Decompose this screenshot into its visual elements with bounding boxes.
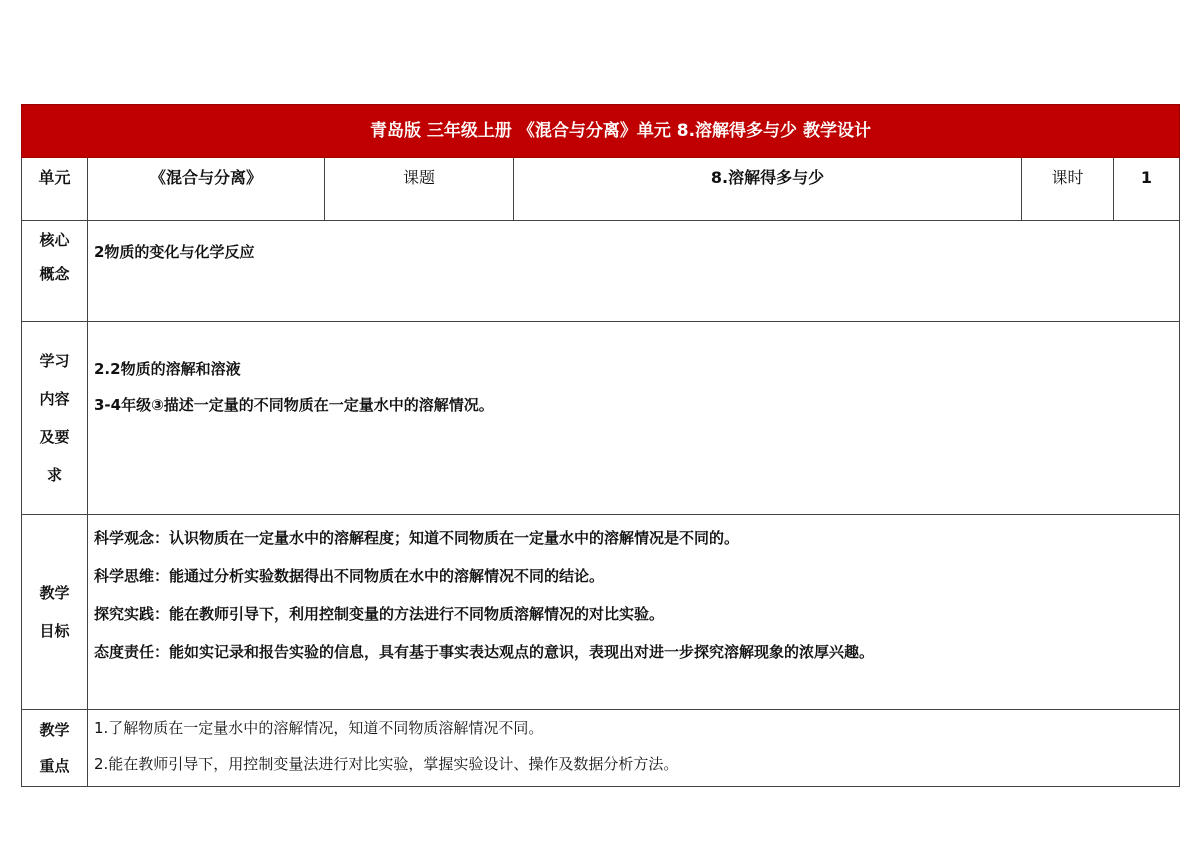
teaching-focus-row (22, 710, 1180, 787)
lesson-plan-table (21, 104, 1180, 787)
title-row (22, 105, 1180, 158)
learning-content-line: 3-4年级③描述一定量的不同物质在一定量水中的溶解情况。 (94, 396, 494, 414)
teaching-focus-label (22, 710, 88, 787)
teaching-goals-text (88, 515, 1180, 710)
teaching-focus-label-line: 教学 (39, 721, 70, 739)
document-title: 青岛版 三年级上册 《混合与分离》单元 8.溶解得多与少 教学设计 (370, 120, 871, 141)
learning-content-row (22, 322, 1180, 515)
topic-value: 8.溶解得多与少 (514, 158, 1022, 221)
teaching-goals-label (22, 515, 88, 710)
teaching-focus-line: 2.能在教师引导下，用控制变量法进行对比实验，掌握实验设计、操作及数据分析方法。 (94, 755, 679, 773)
teaching-focus-text (88, 710, 1180, 787)
header-row (22, 158, 1180, 221)
teaching-focus-label-line: 重点 (39, 757, 70, 775)
core-concept-row (22, 221, 1180, 322)
core-concept-label-line: 概念 (39, 265, 70, 283)
learning-content-line: 2.2物质的溶解和溶液 (94, 360, 241, 378)
learning-content-label-line: 内容 (39, 390, 70, 408)
learning-content-label-line: 学习 (39, 352, 70, 370)
teaching-goal-line: 态度责任：能如实记录和报告实验的信息，具有基于事实表达观点的意识，表现出对进一步探究溶解现象的浓厚兴趣。 (94, 643, 875, 661)
teaching-goal-line: 科学观念：认识物质在一定量水中的溶解程度；知道不同物质在一定量水中的溶解情况是不同的。 (94, 529, 740, 547)
period-label: 课时 (1022, 158, 1114, 221)
topic-label: 课题 (325, 158, 514, 221)
learning-content-label-line: 求 (46, 466, 62, 484)
core-concept-label (22, 221, 88, 322)
period-value: 1 (1114, 158, 1180, 221)
teaching-goals-row (22, 515, 1180, 710)
title-cell (22, 105, 1180, 158)
teaching-goal-line: 探究实践：能在教师引导下，利用控制变量的方法进行不同物质溶解情况的对比实验。 (94, 605, 665, 623)
teaching-goals-label-line: 教学 (39, 584, 70, 602)
teaching-goal-line: 科学思维：能通过分析实验数据得出不同物质在水中的溶解情况不同的结论。 (94, 567, 605, 585)
learning-content-label-line: 及要 (39, 428, 70, 446)
unit-label: 单元 (22, 158, 88, 221)
learning-content-text (88, 322, 1180, 515)
unit-value: 《混合与分离》 (88, 158, 325, 221)
core-concept-label-line: 核心 (39, 231, 70, 249)
core-concept-text: 2物质的变化与化学反应 (88, 221, 1180, 322)
teaching-focus-line: 1.了解物质在一定量水中的溶解情况，知道不同物质溶解情况不同。 (94, 719, 544, 737)
teaching-goals-label-line: 目标 (39, 622, 70, 640)
learning-content-label (22, 322, 88, 515)
